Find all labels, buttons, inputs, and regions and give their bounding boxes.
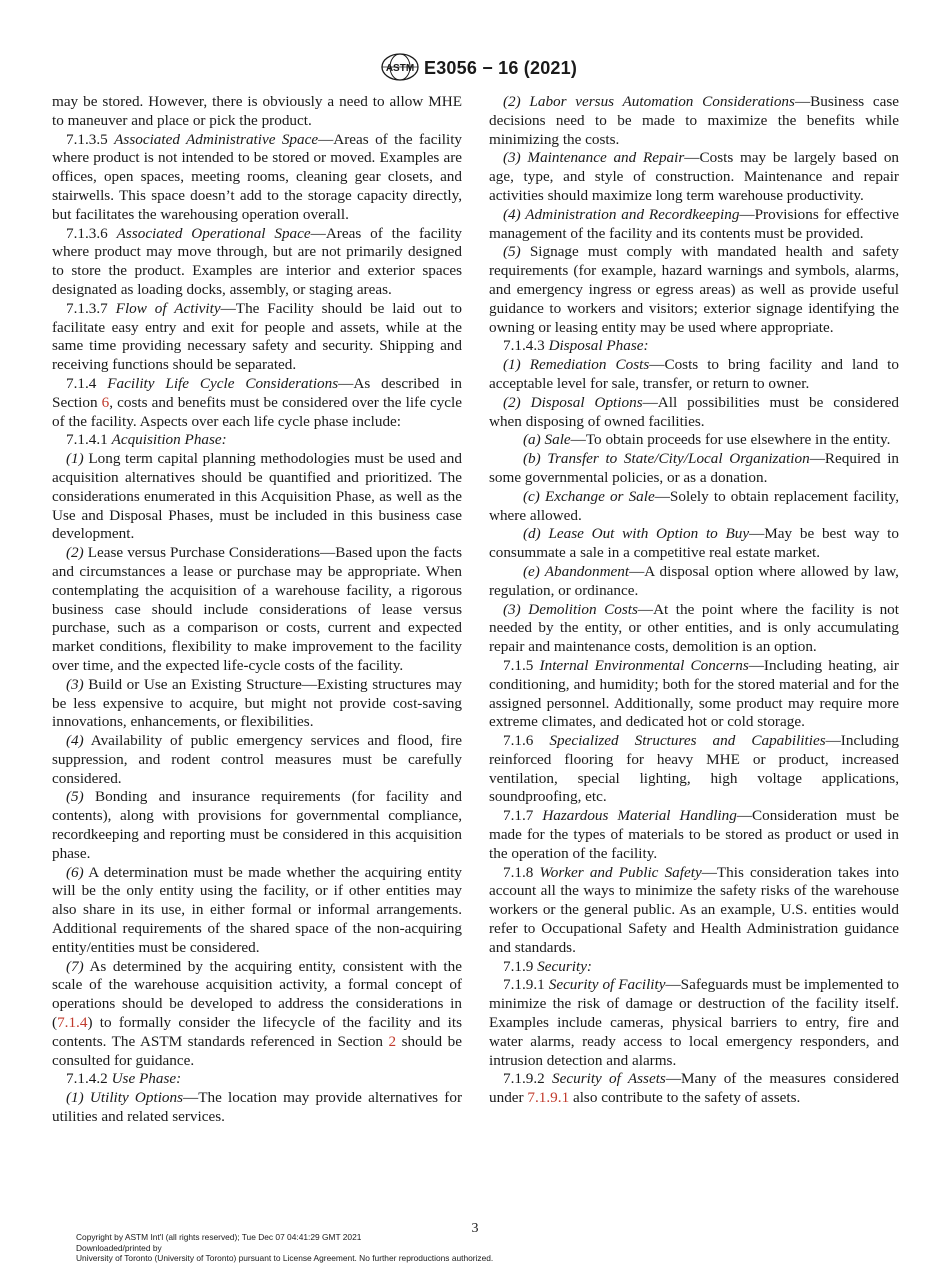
paragraph-7191: [489, 976, 899, 1070]
paragraph-719: [489, 958, 899, 977]
paragraph-text: A determination must be made whether the acquiring entity will be the only entity using the facility, or if other entities may also share in its use, in either formal or informal arrangements. Additional requirements of the shared space of the non-acquiring entity/entities must be considered.: [52, 863, 462, 956]
italic-term: (2): [66, 544, 84, 562]
paragraph-text: 7.1.8: [503, 863, 540, 881]
paragraph-text: 7.1.4: [66, 374, 108, 392]
paragraph-text: Long term capital planning methodologies must be used and acquisition alternatives should be quantified and prioritized. The considerations enumerated in this Acquisition Phase, as well as the Use and Disposal Phases, must be included in this business case development.: [52, 450, 462, 543]
italic-term: (d) Lease Out with Option to Buy: [523, 525, 750, 543]
paragraph-text: —Including heating, air conditioning, and humidity; both for the stored material and for the assigned personnel. Additionally, some product may require more extreme climates, and dedicated hot or cold storage.: [489, 656, 899, 731]
italic-term: Security of Assets: [552, 1070, 666, 1088]
paragraph-714: [52, 375, 462, 431]
italic-term: Disposal Phase:: [548, 337, 649, 355]
italic-term: Security:: [537, 957, 592, 975]
italic-term: (6): [66, 863, 84, 881]
logo-label: ASTM: [385, 63, 415, 74]
paragraph-de: [489, 563, 899, 601]
paragraph-text: —May be best way to consummate a sale in a competitive real estate market.: [489, 525, 899, 562]
italic-term: Security of Facility: [548, 976, 666, 994]
paragraph-text: 7.1.4.3: [503, 337, 549, 355]
paragraph-7137: [52, 300, 462, 375]
paragraph-text: 7.1.9.2: [503, 1070, 553, 1088]
italic-term: (5): [503, 243, 521, 261]
paragraph-a1: [52, 450, 462, 544]
paragraph-text: —Safeguards must be implemented to minimize the risk of damage or destruction of the facility itself. Examples include cameras, physical barriers to entry, fire and water alarms, ready access to local emergency responders, and intrusion detection and alarms.: [489, 976, 899, 1069]
paragraph-a7: [52, 958, 462, 1071]
paragraph-dd: [489, 525, 899, 563]
italic-term: (c) Exchange or Sale: [523, 487, 655, 505]
paragraph-text: —The location may provide alternatives for utilities and related services.: [52, 1089, 463, 1126]
italic-term: (a) Sale: [523, 431, 571, 449]
footer-license: University of Toronto (University of Toronto) pursuant to License Agreement. No further reproductions authorized.: [76, 1253, 494, 1264]
paragraph-text: —All possibilities must be considered when disposing of owned facilities.: [489, 393, 899, 430]
paragraph-d2: [489, 394, 899, 432]
standard-designation: E3056 − 16 (2021): [424, 58, 578, 78]
paragraph-u3: [489, 149, 899, 205]
italic-term: Specialized Structures and Capabilities: [549, 732, 826, 750]
italic-term: (2) Disposal Options: [503, 393, 643, 411]
paragraph-a2: [52, 544, 462, 676]
italic-term: (5): [66, 788, 84, 806]
right-column: [489, 93, 899, 1108]
paragraph-text: Bonding and insurance requirements (for facility and contents), along with provisions for governmental compliance, recordkeeping and reporting must be considered in this acquisition phase.: [52, 788, 462, 862]
paragraph-text: —At the point where the facility is not needed by the entity, or other entities, and is only accumulating repair and maintenance costs, demolition is an option.: [489, 600, 899, 656]
italic-term: (3): [66, 675, 84, 693]
paragraph-db: [489, 450, 899, 488]
paragraph-text: Availability of public emergency services and flood, fire suppression, and rodent control measures must be carefully considered.: [52, 732, 462, 787]
paragraph-text: —Areas of the facility where product may move through, but are not primarily designed to store the product. Examples are interior and exterior spaces designated as loading docks, assembly, or staging areas.: [52, 224, 463, 298]
paragraph-text: As determined by the acquiring entity, consistent with the scale of the warehouse acquisition activity, a formal concept of operations should be developed to address the considerations in (: [52, 957, 462, 1032]
paragraph-716: [489, 732, 899, 807]
italic-term: (2) Labor versus Automation Considerations: [503, 93, 795, 110]
paragraph-text: 7.1.3.7: [66, 299, 116, 317]
italic-term: Worker and Public Safety: [539, 863, 702, 881]
section-reference-link[interactable]: 2: [388, 1032, 397, 1050]
footer: [76, 1232, 896, 1264]
italic-term: (1): [66, 450, 84, 468]
paragraph-text: —Many of the measures considered under: [489, 1070, 899, 1107]
paragraph-text: 7.1.9.1: [503, 976, 549, 994]
italic-term: (7): [66, 957, 84, 975]
paragraph-7135: [52, 131, 462, 225]
paragraph-text: —Business case decisions need to be made to maximize the benefits while minimizing the costs.: [489, 93, 899, 148]
page-number: 3: [471, 1221, 479, 1236]
paragraph-text: 7.1.5: [503, 656, 540, 674]
paragraph-text: —To obtain proceeds for use elsewhere in the entity.: [570, 431, 891, 449]
italic-term: (3) Demolition Costs: [503, 600, 638, 618]
italic-term: (4): [66, 732, 84, 750]
paragraph-text: —Costs may be largely based on age, type, and style of construction. Maintenance and repair activities should maximize long term warehouse productivity.: [489, 149, 900, 204]
paragraph-text: should be consulted for guidance.: [52, 1032, 462, 1069]
italic-term: Use Phase:: [111, 1070, 182, 1088]
paragraph-text: —The Facility should be laid out to facilitate easy entry and exit for people and assets, while at the same time providing necessary safety and security. Shipping and receiving functions should be separated.: [52, 299, 463, 374]
paragraph-text: —Consideration must be made for the types of materials to be stored as product or used in the operation of the facility.: [489, 807, 899, 862]
italic-term: (4) Administration and Recordkeeping: [503, 205, 740, 223]
paragraph-da: [489, 431, 899, 450]
paragraph-text: —Solely to obtain replacement facility, where allowed.: [489, 487, 899, 524]
italic-term: Associated Administrative Space: [114, 130, 319, 148]
paragraph-text: —Including reinforced flooring for heavy MHE or product, increased ventilation, special lighting, high voltage applications, soundproofing, etc.: [489, 732, 900, 806]
paragraph-text: —This consideration takes into account all the ways to minimize the safety risks of the warehouse workers or the general public. As an example, U.S. entities would refer to Occupational Safety and Health Administration guidance and standards.: [489, 863, 899, 956]
paragraph-715: [489, 657, 899, 732]
footer-copyright: Copyright by ASTM Int'l (all rights reserved); Tue Dec 07 04:41:29 GMT 2021: [76, 1232, 362, 1242]
paragraph-text: Signage must comply with mandated health and safety requirements (for example, hazard warnings and symbols, alarms, and emergency ingress or egress areas) as well as provide useful guidance to workers and visitors; exterior signage identifying the owning or leasing entity may be used where appropriate.: [489, 243, 899, 336]
paragraph-text: 7.1.7: [503, 807, 543, 825]
italic-term: (1) Remediation Costs: [503, 356, 650, 374]
paragraph-text: —Required in some governmental policies, or as a donation.: [489, 450, 900, 486]
italic-term: Flow of Activity: [115, 299, 221, 317]
italic-term: Facility Life Cycle Considerations: [107, 374, 339, 392]
section-reference-link[interactable]: 7.1.4: [57, 1014, 88, 1032]
paragraph-u4: [489, 206, 899, 244]
italic-term: Associated Operational Space: [116, 224, 311, 242]
paragraph-text: 7.1.4.1: [66, 431, 112, 449]
section-reference-link[interactable]: 7.1.9.1: [527, 1089, 570, 1107]
paragraph-a3: [52, 676, 462, 732]
paragraph-7142: [52, 1070, 462, 1089]
italic-term: Internal Environmental Concerns: [539, 656, 749, 674]
italic-term: (e) Abandonment: [523, 562, 630, 580]
paragraph-d1: [489, 356, 899, 394]
paragraph-7192: [489, 1070, 899, 1108]
paragraph-cont: [52, 93, 462, 131]
paragraph-text: Lease versus Purchase Considerations—Based upon the facts and circumstances a lease or purchase may be appropriate. When contemplating the acquisition of a warehouse facility, a rigorous business case should include considerations of lease versus purchase, such as a comparison or costs, current and expected market conditions, flexibility to make improvement to the facility over time, and the expected life-cycle costs of the facility.: [52, 544, 462, 674]
paragraph-text: ) to formally consider the lifecycle of the facility and its contents. The ASTM standards referenced in Section: [52, 1014, 462, 1050]
paragraph-u2: [489, 93, 899, 149]
paragraph-text: may be stored. However, there is obviously a need to allow MHE to maneuver and place or pick the product.: [52, 93, 462, 129]
italic-term: (3) Maintenance and Repair: [503, 149, 685, 167]
italic-term: (1) Utility Options: [66, 1089, 184, 1107]
paragraph-text: Build or Use an Existing Structure—Existing structures may be less expensive to acquire, but might not provide cost-saving innovations, enhancements, or flexibilities.: [52, 675, 462, 731]
paragraph-text: —As described in Section: [52, 374, 463, 411]
footer-downloaded: Downloaded/printed by: [76, 1242, 162, 1253]
paragraph-d3: [489, 601, 899, 657]
paragraph-text: 7.1.6: [503, 732, 550, 750]
paragraph-a5: [52, 788, 462, 863]
paragraph-a4: [52, 732, 462, 788]
paragraph-dc: [489, 488, 899, 526]
page-header: [0, 56, 950, 82]
paragraph-a6: [52, 864, 462, 958]
paragraph-text: 7.1.4.2: [66, 1070, 112, 1088]
paragraph-7141: [52, 431, 462, 450]
paragraph-text: —Areas of the facility where product is not intended to be stored or moved. Examples are offices, open spaces, meeting rooms, cleaning gear closets, and stairwells. This space doesn’t add to the storage capacity directly, but facilitates the warehousing operation overall.: [52, 130, 463, 223]
paragraph-u5: [489, 243, 899, 337]
paragraph-text: also contribute to the safety of assets.: [569, 1089, 801, 1107]
section-reference-link[interactable]: 6: [101, 393, 110, 411]
italic-term: Hazardous Material Handling: [542, 807, 737, 825]
italic-term: (b) Transfer to State/City/Local Organization: [523, 450, 810, 468]
paragraph-text: 7.1.3.5: [66, 130, 115, 148]
paragraph-7136: [52, 225, 462, 300]
paragraph-718: [489, 864, 899, 958]
astm-logo-icon: [380, 52, 420, 82]
paragraph-text: , costs and benefits must be considered over the life cycle of the facility. Aspects over each life cycle phase include:: [52, 393, 462, 430]
paragraph-u1: [52, 1089, 462, 1127]
paragraph-7143: [489, 337, 899, 356]
paragraph-text: —A disposal option where allowed by law, regulation, or ordinance.: [489, 562, 899, 599]
paragraph-text: 7.1.9: [503, 957, 538, 975]
italic-term: Acquisition Phase:: [111, 431, 227, 449]
paragraph-text: —Costs to bring facility and land to acceptable level for sale, transfer, or return to owner.: [489, 356, 899, 392]
paragraph-717: [489, 807, 899, 863]
paragraph-text: —Provisions for effective management of the facility and its contents must be provided.: [489, 205, 899, 242]
left-column: [52, 93, 462, 1127]
paragraph-text: 7.1.3.6: [66, 224, 117, 242]
